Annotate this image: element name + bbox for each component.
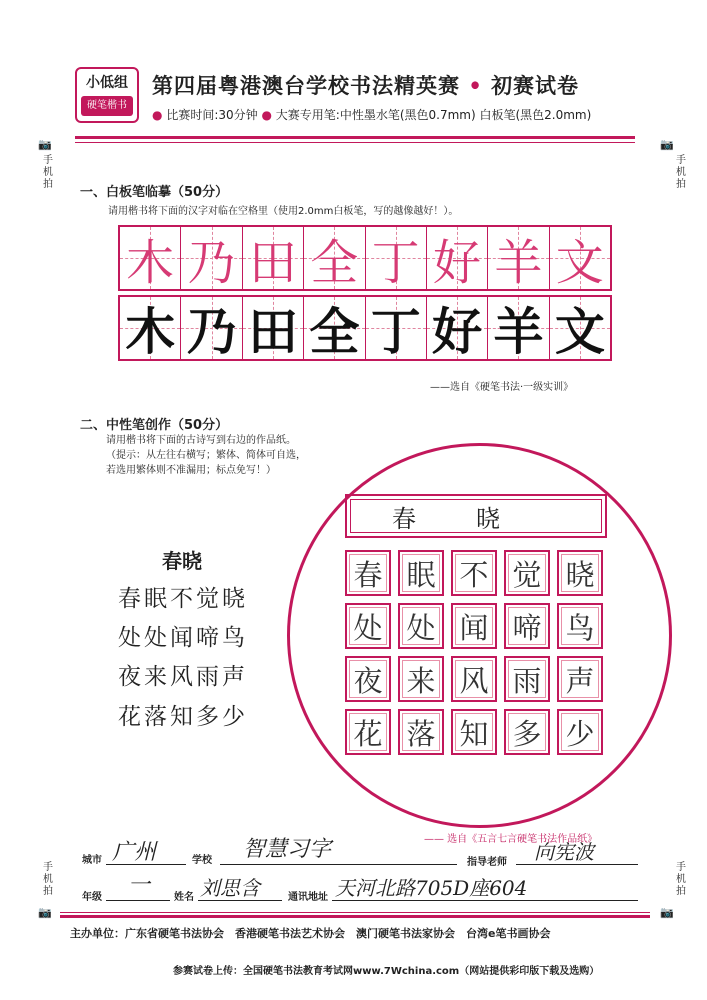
group-badge xyxy=(75,67,139,123)
footer-organizers: 主办单位：广东省硬笔书法协会 香港硬笔书法艺术协会 澳门硬笔书法家协会 台湾e笔书画协会 xyxy=(70,927,551,940)
side-char: 拍 xyxy=(43,179,53,190)
side-char: 机 xyxy=(43,167,53,178)
copy-cell xyxy=(550,227,610,289)
work-char: 少 xyxy=(565,716,595,751)
subtitle-bullet: ● xyxy=(152,108,163,122)
instruction-line: 请用楷书将下面的古诗写到右边的作品纸。 xyxy=(106,435,296,446)
copy-char: 文 xyxy=(554,302,605,361)
page-title xyxy=(152,70,579,100)
subtitle-time: 比赛时间:30分钟 xyxy=(166,108,258,122)
copy-char: 好 xyxy=(432,302,483,361)
copy-cell xyxy=(427,297,488,359)
work-char: 处 xyxy=(353,610,383,645)
copy-char: 丁 xyxy=(371,234,420,291)
copy-char: 文 xyxy=(555,234,604,291)
copy-cell xyxy=(120,227,181,289)
title-dot: • xyxy=(468,73,483,98)
work-cell xyxy=(345,656,391,702)
copy-cell xyxy=(304,227,365,289)
teacher-underline xyxy=(516,864,638,865)
city-underline xyxy=(106,864,186,865)
poem-line: 春眠不觉晓 xyxy=(118,586,248,612)
work-char: 花 xyxy=(353,716,383,751)
copy-grid-answer xyxy=(118,295,612,361)
work-title: 春晓 xyxy=(392,504,560,533)
work-cell xyxy=(398,603,444,649)
poem-line: 处处闻啼鸟 xyxy=(118,625,248,651)
school-label: 学校 xyxy=(192,855,212,866)
work-cell xyxy=(345,709,391,755)
work-char: 晓 xyxy=(565,557,595,592)
work-cell xyxy=(451,709,497,755)
work-cell xyxy=(557,603,603,649)
work-char: 夜 xyxy=(353,663,383,698)
copy-char: 木 xyxy=(125,302,176,361)
work-cell xyxy=(504,550,550,596)
copy-cell xyxy=(550,297,610,359)
footer-upload-note: 参赛试卷上传：全国硬笔书法教育考试网www.7Wchina.com（网站提供彩印版下载及选购） xyxy=(173,966,600,977)
work-char: 来 xyxy=(406,663,436,698)
copy-char: 乃 xyxy=(187,234,236,291)
side-char: 机 xyxy=(43,874,53,885)
side-char: 手 xyxy=(43,862,53,873)
name-label: 姓名 xyxy=(174,892,194,903)
side-char: 机 xyxy=(676,874,686,885)
side-tab-right-top xyxy=(674,155,688,191)
subtitle-pen: 大赛专用笔:中性墨水笔(黑色0.7mm) 白板笔(黑色2.0mm) xyxy=(275,108,592,122)
grade-value[interactable]: 一 xyxy=(128,873,151,898)
work-char: 落 xyxy=(406,716,436,751)
footer-rule-thin xyxy=(60,912,650,913)
source-note-2: —— 选自《五言七言硬笔书法作品纸》 xyxy=(424,834,598,845)
camera-icon: 📷 xyxy=(38,906,52,919)
work-char: 春 xyxy=(353,557,383,592)
side-char: 手 xyxy=(43,155,53,166)
copy-char: 羊 xyxy=(493,302,544,361)
work-char: 觉 xyxy=(512,557,542,592)
poem-line: 花落知多少 xyxy=(118,704,248,730)
teacher-value[interactable]: 向宪波 xyxy=(534,840,594,864)
copy-cell xyxy=(243,227,304,289)
header-rule-thin xyxy=(75,142,635,143)
copy-char: 好 xyxy=(433,234,482,291)
copy-cell xyxy=(427,227,488,289)
work-cell xyxy=(557,550,603,596)
copy-char: 全 xyxy=(309,302,360,361)
city-value[interactable]: 广州 xyxy=(112,840,157,865)
copy-cell xyxy=(488,227,549,289)
work-cell xyxy=(504,709,550,755)
side-tab-left-top xyxy=(41,155,55,191)
copy-cell xyxy=(181,227,242,289)
address-underline xyxy=(332,900,638,901)
copy-char: 木 xyxy=(126,234,175,291)
work-cell xyxy=(451,656,497,702)
copy-char: 田 xyxy=(247,302,298,361)
work-cell xyxy=(345,603,391,649)
name-underline xyxy=(198,900,282,901)
work-char: 雨 xyxy=(512,663,542,698)
address-label: 通讯地址 xyxy=(288,892,328,903)
copy-cell xyxy=(243,297,304,359)
header-rule xyxy=(75,136,635,139)
work-char: 闻 xyxy=(459,610,489,645)
title-tail: 初赛试卷 xyxy=(491,73,580,98)
side-char: 拍 xyxy=(676,179,686,190)
work-cell xyxy=(398,550,444,596)
copy-cell xyxy=(181,297,242,359)
work-char: 鸟 xyxy=(565,610,595,645)
group-sub-label: 硬笔楷书 xyxy=(81,96,133,116)
work-char: 知 xyxy=(459,716,489,751)
city-label: 城市 xyxy=(82,855,102,866)
side-char: 机 xyxy=(676,167,686,178)
work-char: 眠 xyxy=(406,557,436,592)
work-char: 啼 xyxy=(512,610,542,645)
work-cell xyxy=(345,550,391,596)
side-tab-right-bottom xyxy=(674,862,688,898)
name-value[interactable]: 刘思含 xyxy=(200,876,260,900)
work-char: 处 xyxy=(406,610,436,645)
copy-cell xyxy=(120,297,181,359)
section1-title: 一、白板笔临摹（50分） xyxy=(80,185,229,200)
copy-cell xyxy=(366,297,427,359)
instruction-line: 若选用繁体则不准漏用；标点免写！） xyxy=(106,465,276,476)
copy-char: 丁 xyxy=(370,302,421,361)
instruction-line: （提示：从左往右横写；繁体、简体可自选， xyxy=(106,450,306,461)
footer-rule xyxy=(60,915,650,918)
section2-title: 二、中性笔创作（50分） xyxy=(80,418,229,433)
side-char: 手 xyxy=(676,862,686,873)
side-char: 手 xyxy=(676,155,686,166)
work-cell xyxy=(557,656,603,702)
side-char: 拍 xyxy=(43,886,53,897)
copy-char: 全 xyxy=(310,234,359,291)
school-value[interactable]: 智慧习字 xyxy=(243,837,332,862)
copy-grid-model xyxy=(118,225,612,291)
camera-icon: 📷 xyxy=(660,138,674,151)
title-main: 第四届粤港澳台学校书法精英赛 xyxy=(152,73,460,98)
side-char: 拍 xyxy=(676,886,686,897)
work-cell xyxy=(557,709,603,755)
copy-char: 田 xyxy=(248,234,297,291)
work-cell xyxy=(398,656,444,702)
copy-cell xyxy=(488,297,549,359)
address-value[interactable]: 天河北路705D座604 xyxy=(335,876,528,900)
poem-line: 夜来风雨声 xyxy=(118,664,248,690)
school-underline xyxy=(220,864,457,865)
camera-icon: 📷 xyxy=(38,138,52,151)
section1-instruction: 请用楷书将下面的汉字对临在空格里（使用2.0mm白板笔，写的越像越好！）。 xyxy=(108,206,459,217)
subtitle-bullet-2: ● xyxy=(261,108,272,122)
copy-char: 羊 xyxy=(494,234,543,291)
work-char: 风 xyxy=(459,663,489,698)
work-cell xyxy=(451,603,497,649)
poem-title: 春晓 xyxy=(162,549,202,573)
copy-cell xyxy=(366,227,427,289)
work-char: 声 xyxy=(565,663,595,698)
work-cell xyxy=(451,550,497,596)
work-char: 多 xyxy=(512,716,542,751)
work-cell xyxy=(504,656,550,702)
subtitle xyxy=(152,106,591,123)
copy-char: 乃 xyxy=(186,302,237,361)
work-char: 不 xyxy=(459,557,489,592)
work-cell xyxy=(398,709,444,755)
group-label: 小低组 xyxy=(86,75,128,91)
grade-label: 年级 xyxy=(82,892,102,903)
source-note-1: ——选自《硬笔书法·一级实训》 xyxy=(430,382,574,393)
camera-icon: 📷 xyxy=(660,906,674,919)
work-cell xyxy=(504,603,550,649)
copy-cell xyxy=(304,297,365,359)
grade-underline xyxy=(106,900,170,901)
side-tab-left-bottom xyxy=(41,862,55,898)
teacher-label: 指导老师 xyxy=(467,857,507,868)
section2-instruction xyxy=(106,433,306,478)
